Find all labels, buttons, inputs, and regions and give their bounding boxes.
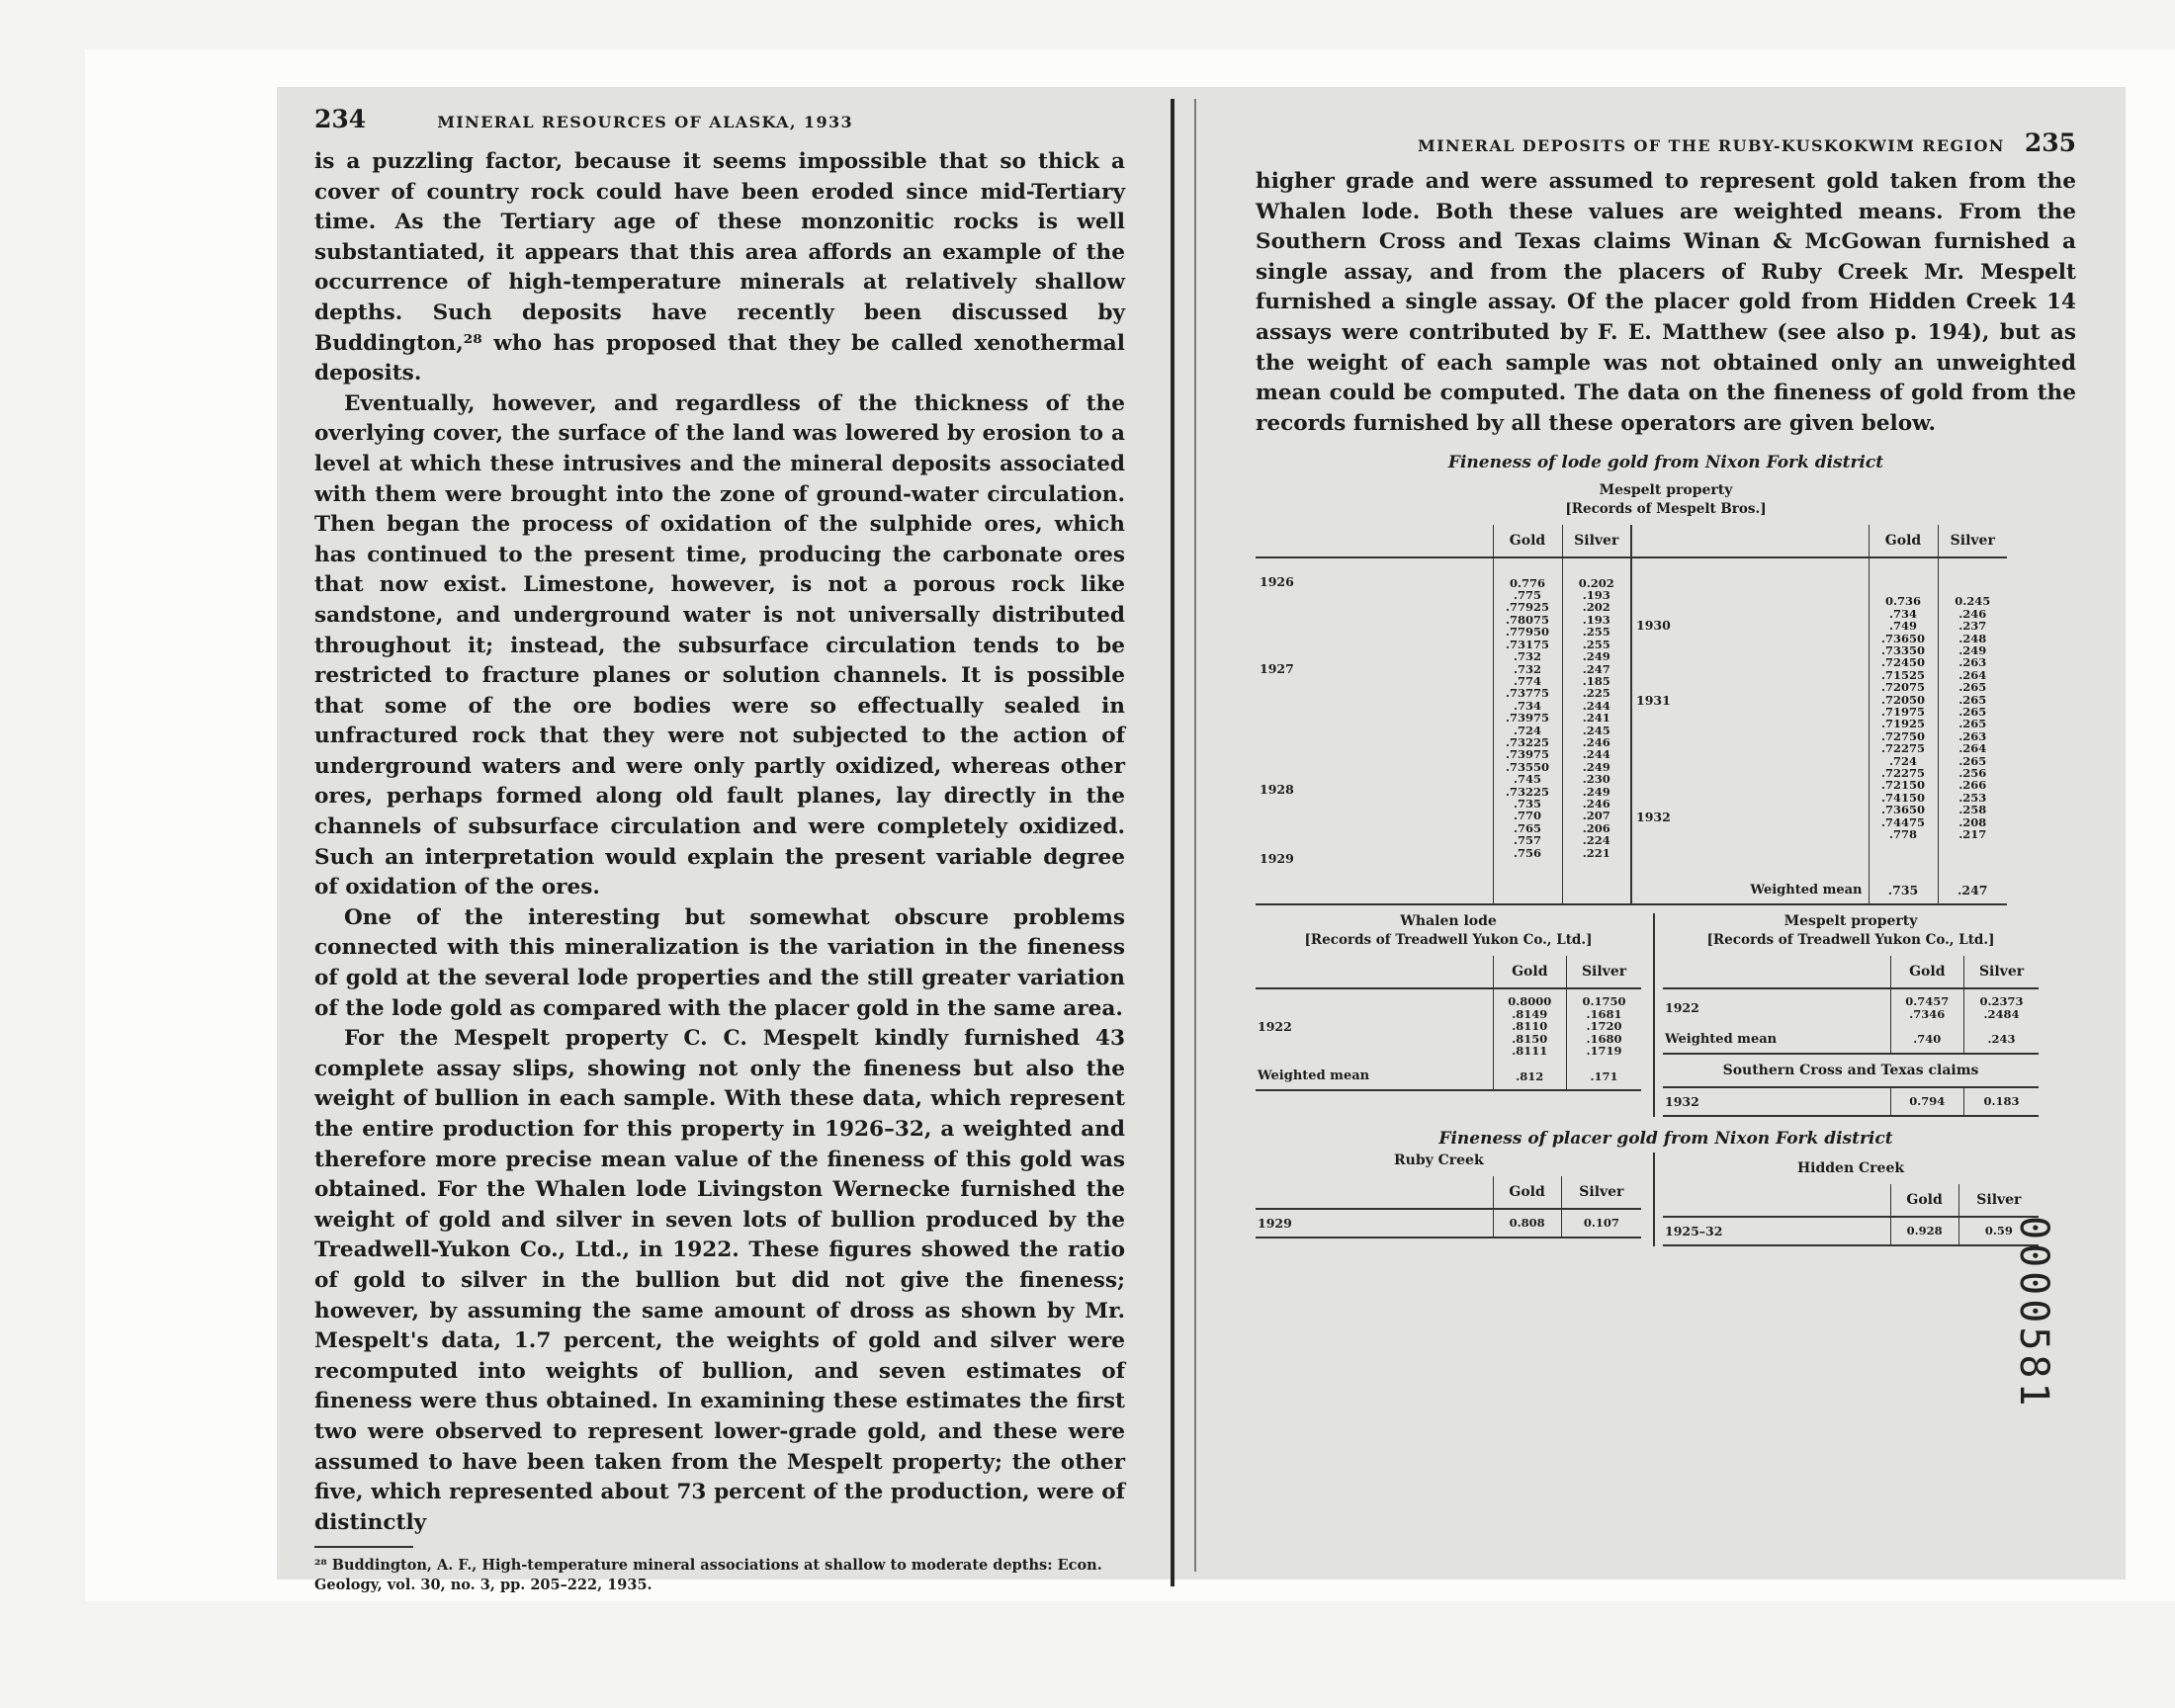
silver-values: 0.1750 .1681 .1720 .1680 .1719 xyxy=(1567,988,1641,1063)
column-header: Gold xyxy=(1890,1184,1958,1217)
table-row xyxy=(1663,1217,2039,1245)
gold-values: 0.8000 .8149 .8110 .8150 .8111 xyxy=(1493,988,1567,1063)
archive-stamp-number: 0000581 xyxy=(2011,1216,2056,1410)
column-header: Gold xyxy=(1869,525,1938,557)
column-header: Silver xyxy=(1958,1184,2039,1217)
year-labels-right: 1930 1931 1932 xyxy=(1631,557,1869,877)
column-header: Gold xyxy=(1493,525,1562,557)
lode-tables-row xyxy=(1256,913,2027,1117)
year-label: 1922 xyxy=(1665,1000,1699,1016)
weighted-gold: .735 xyxy=(1869,877,1938,904)
mespelt-treadwell-table xyxy=(1663,956,2039,1117)
weighted-mean-row xyxy=(1663,1026,2039,1054)
weighted-mean-row xyxy=(1256,1063,1641,1090)
sub-table-title: Southern Cross and Texas claims xyxy=(1663,1054,2039,1087)
book-gutter xyxy=(1171,99,1174,1586)
table-title: Hidden Creek xyxy=(1796,1160,1905,1177)
silver-values: 0.2373 .2484 xyxy=(1964,988,2039,1026)
paragraph: One of the interesting but somewhat obscure problems connected with this mineralization is the variation in the fineness of gold at the several lode properties and the still greater variation of the lode gold as compared with the placer gold in the same area. xyxy=(314,904,1125,1021)
weighted-mean-label: Weighted mean xyxy=(1665,1032,1778,1048)
ruby-creek-block xyxy=(1256,1153,1641,1246)
table-caption-placer: Fineness of placer gold from Nixon Fork district xyxy=(1438,1129,1893,1150)
gold-values: 0.736 .734 .749 .73650 .73350 .72450 .71525 .72075 .72050 .71975 .71925 .72750 .72275 .724 .72275 .72150 .74150 .73650 .74475 .778 xyxy=(1869,557,1938,877)
weighted-mean-row xyxy=(1256,877,2007,904)
weighted-mean-label: Weighted mean xyxy=(1258,1068,1370,1084)
table-source: [Records of Mespelt Bros.] xyxy=(1565,501,1767,518)
table-title: Mespelt property xyxy=(1784,913,1918,930)
weighted-silver: .171 xyxy=(1567,1063,1641,1090)
column-header: Gold xyxy=(1493,1176,1561,1209)
column-header: Gold xyxy=(1493,956,1567,988)
right-page-header xyxy=(1256,128,2076,157)
left-running-head: MINERAL RESOURCES OF ALASKA, 1933 xyxy=(437,113,854,131)
whalen-block xyxy=(1256,913,1641,1117)
year-label: 1925–32 xyxy=(1665,1224,1723,1239)
year-label: 1922 xyxy=(1258,1018,1292,1034)
right-page-number: 235 xyxy=(2024,128,2076,157)
table-source: [Records of Treadwell Yukon Co., Ltd.] xyxy=(1706,932,1995,949)
footnote-rule xyxy=(314,1546,413,1548)
table-row xyxy=(1663,988,2039,1026)
hidden-creek-block xyxy=(1653,1153,2039,1246)
left-page-number: 234 xyxy=(314,105,367,133)
left-page-body xyxy=(314,147,1125,1538)
column-header: Gold xyxy=(1890,956,1964,988)
table-row xyxy=(1256,557,2007,877)
column-header: Silver xyxy=(1562,525,1631,557)
weighted-silver: .243 xyxy=(1964,1026,2039,1054)
weighted-gold: .812 xyxy=(1493,1063,1567,1090)
table-title: Ruby Creek xyxy=(1394,1153,1484,1169)
silver-value: 0.59 xyxy=(1958,1217,2039,1245)
footnote: ²⁸ Buddington, A. F., High-temperature mineral associations at shallow to moderate depths: Econ. Geology, vol. 30, no. 3, pp. 205–222, 1935. xyxy=(314,1557,1102,1594)
column-header: Silver xyxy=(1964,956,2039,988)
table-title: Whalen lode xyxy=(1400,913,1497,930)
right-running-head: MINERAL DEPOSITS OF THE RUBY-KUSKOKWIM REGION xyxy=(1418,136,2005,155)
gold-values: 0.7457 .7346 xyxy=(1890,988,1964,1026)
right-page xyxy=(1256,128,2076,1246)
silver-values: 0.245 .246 .237 .248 .249 .263 .264 .265 .265 .265 .265 .263 .264 .265 .256 .266 .253 .258 .208 .217 xyxy=(1938,557,2007,877)
mespelt-treadwell-block xyxy=(1653,913,2039,1117)
mespelt-table xyxy=(1256,525,2007,905)
silver-values: 0.202 .193 .202 .193 .255 .255 .249 .247 .185 .225 .244 .241 .245 .246 .244 .249 .230 .249 .246 .207 .206 .224 .221 xyxy=(1562,557,1631,877)
table-row xyxy=(1663,1087,2039,1116)
table-row xyxy=(1256,988,1641,1063)
column-header: Silver xyxy=(1567,956,1641,988)
silver-value: 0.107 xyxy=(1561,1209,1641,1238)
hidden-creek-table xyxy=(1663,1184,2039,1246)
book-gutter-shadow xyxy=(1194,99,1196,1572)
column-header: Silver xyxy=(1938,525,2007,557)
gold-value: 0.794 xyxy=(1890,1087,1964,1116)
table-title: Mespelt property xyxy=(1599,482,1733,499)
placer-tables-row xyxy=(1256,1153,2027,1246)
weighted-silver: .247 xyxy=(1938,877,2007,904)
paragraph: is a puzzling factor, because it seems impossible that so thick a cover of country rock could have been eroded since mid-Tertiary time. As the Tertiary age of these monzonitic rocks is well substantiated, it appears that this area affords an example of the occurrence of high-temperature minerals at relatively shallow depths. Such deposits have recently been discussed by Buddington,²⁸ who has proposed that they be called xenothermal deposits. xyxy=(314,149,1125,386)
weighted-gold: .740 xyxy=(1890,1026,1964,1054)
gold-value: 0.808 xyxy=(1493,1209,1561,1238)
ruby-creek-table xyxy=(1256,1176,1641,1238)
gold-values: 0.776 .775 .77925 .78075 .77950 .73175 .732 .732 .774 .73775 .734 .73975 .724 .73225 .73975 .73550 .745 .73225 .735 .770 .765 .757 .756 xyxy=(1493,557,1562,877)
year-labels-left: 1926 1927 1928 1929 xyxy=(1260,574,1294,867)
weighted-mean-label: Weighted mean xyxy=(1631,877,1869,904)
table-source: [Records of Treadwell Yukon Co., Ltd.] xyxy=(1304,932,1593,949)
gold-value: 0.928 xyxy=(1890,1217,1958,1245)
table-caption-lode: Fineness of lode gold from Nixon Fork district xyxy=(1447,453,1884,473)
year-label: 1932 xyxy=(1663,1087,1890,1116)
whalen-table xyxy=(1256,956,1641,1091)
table-header-row xyxy=(1256,525,2007,557)
silver-value: 0.183 xyxy=(1964,1087,2039,1116)
left-page xyxy=(314,105,1125,1595)
year-label: 1929 xyxy=(1258,1216,1292,1232)
table-row xyxy=(1256,1209,1641,1238)
left-page-header xyxy=(314,105,1125,133)
column-header: Silver xyxy=(1561,1176,1641,1209)
paragraph: Eventually, however, and regardless of the thickness of the overlying cover, the surface of the land was lowered by erosion to a level at which these intrusives and the mineral deposits associated with them were brought into the zone of ground-water circulation. Then began the process of oxidation of the sulphide ores, which has continued to the present time, producing the carbonate ores that now exist. Limestone, however, is not a porous rock like sandstone, and underground water is not universally distributed throughout it; instead, the subsurface circulation tends to be restricted to fracture planes or solution channels. It is possible that some of the ore bodies were so effectually sealed in unfractured rock that they were not subjected to the action of underground waters and were only partly oxidized, whereas other ores, perhaps formed along old fault planes, lay directly in the channels of subsurface circulation and were completely oxidized. Such an interpretation would explain the present variable degree of oxidation of the ores. xyxy=(314,390,1125,900)
paragraph: higher grade and were assumed to represent gold taken from the Whalen lode. Both these values are weighted means. From the Southern Cross and Texas claims Winan & McGowan furnished a single assay, and from the placers of Ruby Creek Mr. Mespelt furnished a single assay. Of the placer gold from Hidden Creek 14 assays were contributed by F. E. Matthew (see also p. 194), but as the weight of each sample was not obtained only an unweighted mean could be computed. The data on the fineness of gold from the records furnished by all these operators are given below. xyxy=(1256,169,2076,436)
right-page-body xyxy=(1256,167,2076,439)
paragraph: For the Mespelt property C. C. Mespelt kindly furnished 43 complete assay slips, showing not only the fineness but also the weight of bullion in each sample. With these data, which represent the entire production for this property in 1926–32, a weighted and therefore more precise mean value of the fineness of this gold was obtained. For the Whalen lode Livingston Wernecke furnished the weight of gold and silver in seven lots of bullion produced by the Treadwell-Yukon Co., Ltd., in 1922. These figures showed the ratio of gold to silver in the bullion but did not give the fineness; however, by assuming the same amount of dross as shown by Mr. Mespelt's data, 1.7 percent, the weights of gold and silver were recomputed into weights of bullion, and seven estimates of fineness were thus obtained. In examining these estimates the first two were observed to represent lower-grade gold, and these were assumed to have been taken from the Mespelt property; the other five, which represented about 73 percent of the production, were of distinctly xyxy=(314,1026,1125,1535)
